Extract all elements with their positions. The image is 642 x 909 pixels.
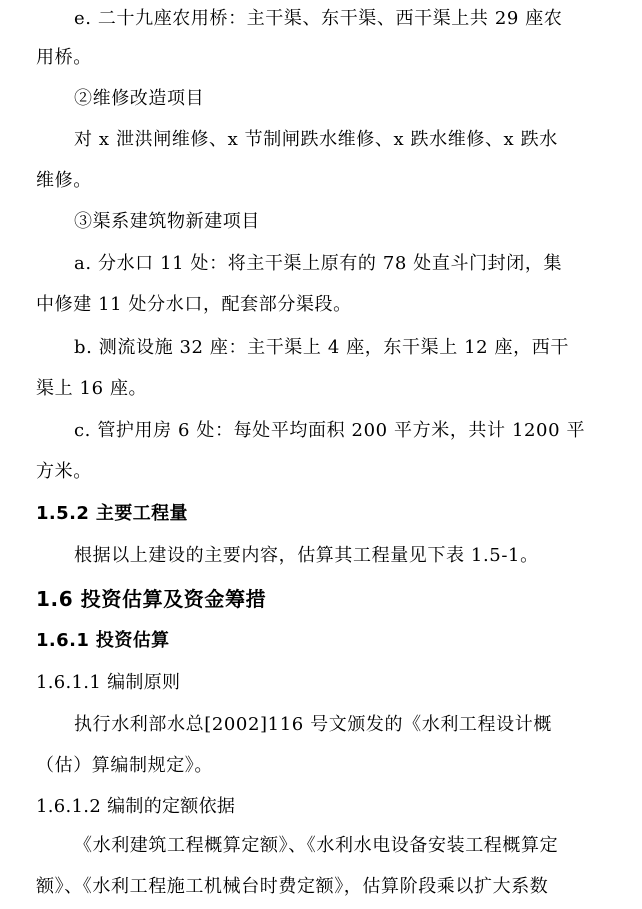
paragraph-repair-line-1: 对 x 泄洪闸维修、x 节制闸跌水维修、x 跌水维修、x 跌水 [74, 129, 558, 150]
section-heading-1-6-1-1: 1.6.1.1 编制原则 [36, 672, 181, 693]
paragraph-measurement-line-2: 渠上 16 座。 [36, 378, 148, 399]
paragraph-outlets-line-2: 中修建 11 处分水口，配套部分渠段。 [36, 294, 352, 315]
paragraph-repair-line-2: 维修。 [36, 170, 92, 191]
paragraph-housing-line-1: c. 管护用房 6 处：每处平均面积 200 平方米，共计 1200 平 [74, 420, 586, 441]
section-heading-1-6: 1.6 投资估算及资金筹措 [36, 587, 267, 611]
item-heading-repair: ②维修改造项目 [74, 88, 205, 109]
section-heading-1-5-2: 1.5.2 主要工程量 [36, 503, 188, 524]
paragraph-outlets-line-1: a. 分水口 11 处：将主干渠上原有的 78 处直斗门封闭，集 [74, 253, 563, 274]
paragraph-quotas-line-1: 《水利建筑工程概算定额》、《水利水电设备安装工程概算定 [74, 835, 559, 856]
paragraph-quantities: 根据以上建设的主要内容，估算其工程量见下表 1.5-1。 [74, 545, 539, 566]
paragraph-principles-line-1: 执行水利部水总[2002]116 号文颁发的《水利工程设计概 [74, 714, 552, 735]
section-heading-1-6-1-2: 1.6.1.2 编制的定额依据 [36, 796, 236, 817]
paragraph-housing-line-2: 方米。 [36, 461, 92, 482]
item-heading-new-construction: ③渠系建筑物新建项目 [74, 211, 260, 232]
section-heading-1-6-1: 1.6.1 投资估算 [36, 630, 170, 651]
paragraph-measurement-line-1: b. 测流设施 32 座：主干渠上 4 座，东干渠上 12 座，西干 [74, 337, 569, 358]
paragraph-quotas-line-2: 额》、《水利工程施工机械台时费定额》，估算阶段乘以扩大系数 [36, 876, 549, 897]
paragraph-bridges-line-1: e. 二十九座农用桥：主干渠、东干渠、西干渠上共 29 座农 [74, 8, 563, 29]
paragraph-principles-line-2: （估）算编制规定》。 [36, 755, 213, 776]
paragraph-bridges-line-2: 用桥。 [36, 47, 92, 68]
